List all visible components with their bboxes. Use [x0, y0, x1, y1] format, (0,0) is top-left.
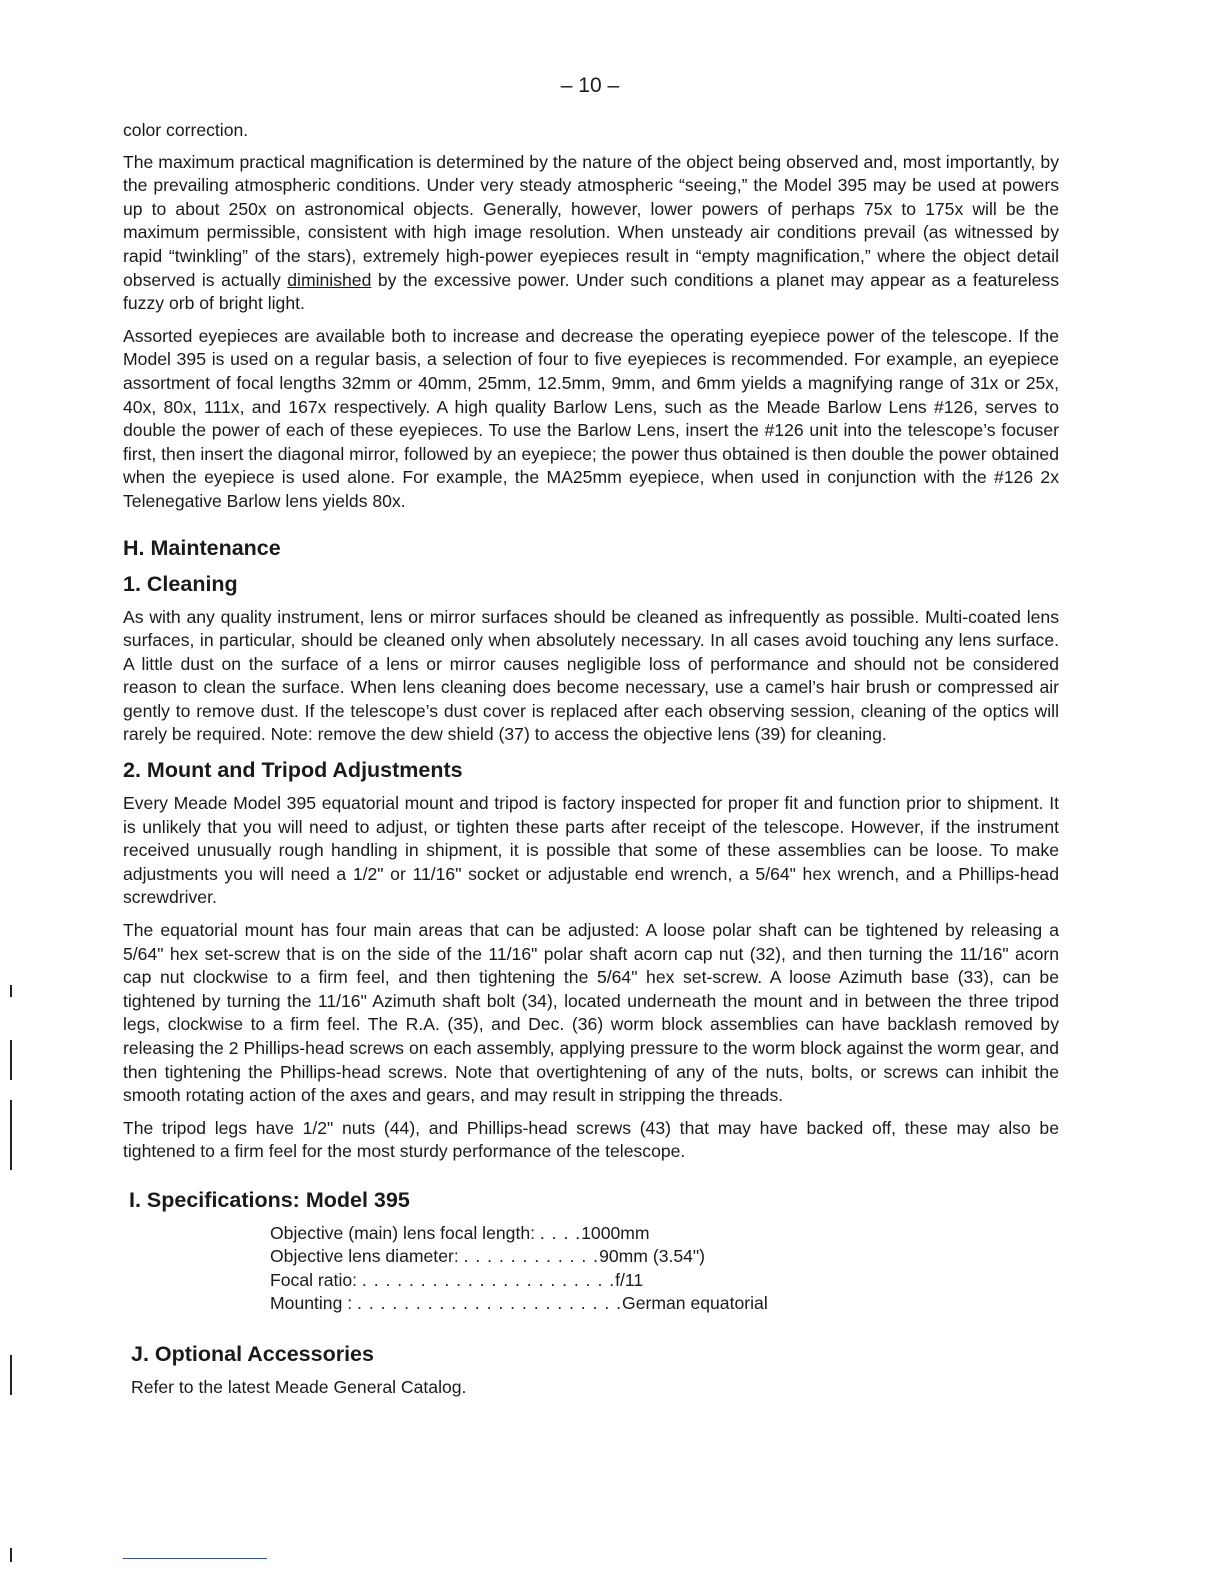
cleaning-paragraph: As with any quality instrument, lens or mirror surfaces should be cleaned as infrequently as possible. Multi-coated lens surfaces, in particular, should be cleaned only when absolutely necessary. In all cases avoid touching any lens surface. A little dust on the surface of a lens or mirror causes negligible loss of performance and should not be considered reason to clean the surface. When lens cleaning does become necessary, use a camel’s hair brush or compressed air gently to remove dust. If the telescope’s dust cover is replaced after each observing session, cleaning of the optics will rarely be required. Note: remove the dew shield (37) to access the objective lens (39) for cleaning.: [123, 606, 1059, 745]
spec-label: Objective lens diameter:: [270, 1246, 464, 1267]
spec-label: Objective (main) lens focal length:: [270, 1222, 540, 1243]
spec-value: German equatorial: [622, 1293, 768, 1314]
spec-label: Focal ratio:: [270, 1269, 362, 1290]
magnification-text-start: The maximum practical magnification is determined by the nature of the object being observed and, most importantly, by the prevailing atmospheric conditions. Under very steady atmospheric “seeing,” the Model 395 may be used at powers up to about 250x on astronomical objects. Generally, however, lower powers of perhaps 75x to 175x will be the maximum permissible, consistent with high image resolution. When unsteady air conditions prevail (as witnessed by rapid “twinkling” of the stars), extremely high-power eyepieces result in “empty magnification,” where the object detail observed is actually: [123, 151, 1059, 290]
mount-paragraph-1: Every Meade Model 395 equatorial mount and tripod is factory inspected for proper fit and function prior to shipment. It is unlikely that you will need to adjust, or tighten these parts after receipt of the telescope. However, if the instrument received unusually rough handling in shipment, it is possible that some of these assemblies can be loose. To make adjustments you will need a 1/2" or 11/16" socket or adjustable end wrench, a 5/64" hex wrench, and a Phillips-head screwdriver.: [123, 793, 1059, 908]
scan-edge-mark: [10, 1355, 12, 1395]
magnification-text-end: by the excessive power. Under such conditions a planet may appear as a featureless fuzzy orb of bright light.: [123, 269, 1059, 314]
scan-edge-mark: [10, 1548, 12, 1562]
spec-dots: . . . . . . . . . . . . . . . . . . . . . .: [361, 1269, 616, 1290]
accessories-heading: J. Optional Accessories: [131, 1341, 374, 1366]
scan-edge-mark: [10, 1100, 12, 1170]
spec-value: 90mm (3.54"): [599, 1246, 706, 1267]
specifications-heading: I. Specifications: Model 395: [129, 1187, 410, 1212]
spec-value: 1000mm: [581, 1222, 650, 1243]
cleaning-heading: 1. Cleaning: [123, 571, 238, 596]
spec-label: Mounting :: [270, 1293, 358, 1314]
scan-edge-mark: [10, 1040, 12, 1080]
document-body: [123, 119, 1059, 1409]
underlined-word: diminished: [287, 269, 372, 290]
spec-row: [270, 1269, 1059, 1293]
page-number: – 10 –: [560, 74, 620, 97]
footnote-rule: [123, 1558, 267, 1559]
mount-paragraph-3: The tripod legs have 1/2" nuts (44), and Phillips-head screws (43) that may have backed off, these may also be tightened to a firm feel for the most sturdy performance of the telescope.: [123, 1117, 1059, 1162]
scan-edge-mark: [10, 985, 12, 997]
spec-row: [270, 1222, 1059, 1246]
spec-row: [270, 1245, 1059, 1269]
spec-dots: . . . . . . . . . . . . . . . . . . . . . . .: [357, 1293, 623, 1314]
accessories-text: Refer to the latest Meade General Catalog.: [131, 1376, 467, 1397]
magnification-paragraph: [123, 151, 1059, 316]
spec-value: f/11: [615, 1269, 644, 1290]
continuation-text: color correction.: [123, 120, 249, 140]
spec-dots: . . . .: [539, 1222, 582, 1243]
eyepieces-paragraph: Assorted eyepieces are available both to increase and decrease the operating eyepiece power of the telescope. If the Model 395 is used on a regular basis, a selection of four to five eyepieces is recommended. For example, an eyepiece assortment of focal lengths 32mm or 40mm, 25mm, 12.5mm, 9mm, and 6mm yields a magnifying range of 31x or 25x, 40x, 80x, 111x, and 167x respectively. A high quality Barlow Lens, such as the Meade Barlow Lens #126, serves to double the power of each of these eyepieces. To use the Barlow Lens, insert the #126 unit into the telescope’s focuser first, then insert the diagonal mirror, followed by an eyepiece; the power thus obtained is then double the power obtained when the eyepiece is used alone. For example, the MA25mm eyepiece, when used in conjunction with the #126 2x Telenegative Barlow lens yields 80x.: [123, 325, 1059, 511]
maintenance-heading: H. Maintenance: [123, 535, 281, 560]
specifications-list: [270, 1222, 1059, 1316]
mount-heading: 2. Mount and Tripod Adjustments: [123, 758, 463, 783]
spec-row: [270, 1292, 1059, 1316]
mount-paragraph-2: The equatorial mount has four main areas that can be adjusted: A loose polar shaft can be tightened by releasing a 5/64" hex set-screw that is on the side of the 11/16" polar shaft acorn cap nut (32), and then turning the 11/16" acorn cap nut clockwise to a firm feel, and then tightening the 5/64" hex set-screw. A loose Azimuth base (33), can be tightened by turning the 11/16" Azimuth shaft bolt (34), located underneath the mount and in between the three tripod legs, clockwise to a firm feel. The R.A. (35), and Dec. (36) worm block assemblies can have backlash removed by releasing the 2 Phillips-head screws on each assembly, applying pressure to the worm block against the worm gear, and then tightening the Phillips-head screws. Note that overtightening of any of the nuts, bolts, or screws can inhibit the smooth rotating action of the axes and gears, and may result in stripping the threads.: [123, 920, 1059, 1106]
spec-dots: . . . . . . . . . . . .: [463, 1246, 600, 1267]
